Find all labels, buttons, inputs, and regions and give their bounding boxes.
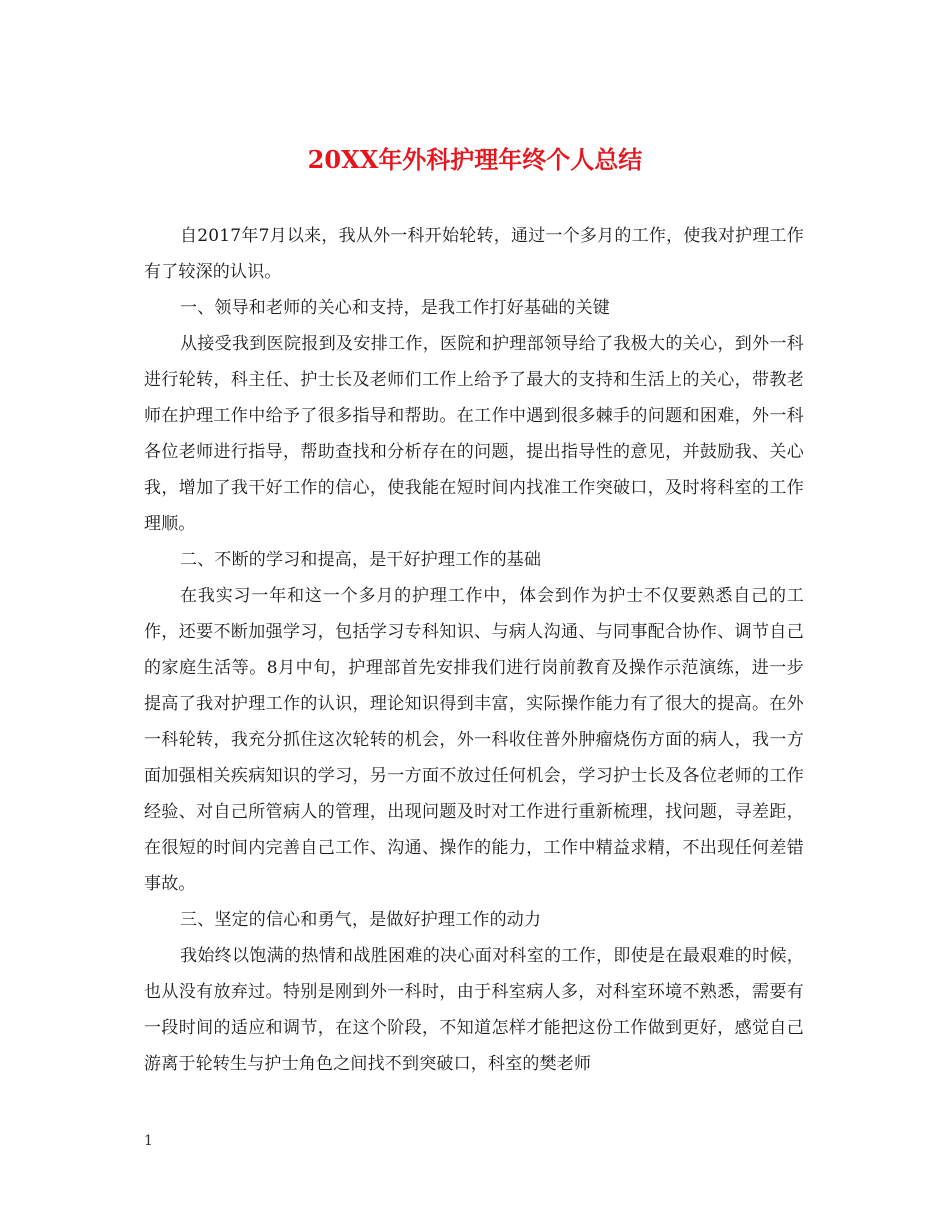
section-heading-1: 一、领导和老师的关心和支持，是我工作打好基础的关键 [180,298,610,318]
document-title: 20XX年外科护理年终个人总结 [307,145,643,174]
section-paragraph-2: 在我实习一年和这一个多月的护理工作中，体会到作为护士不仅要熟悉自己的工作，还要不断加强学习，包括学习专科知识、与病人沟通、与同事配合协作、调节自己的家庭生活等。8月中旬，护理部首先安排我们进行岗前教育及操作示范演练，进一步提高了我对护理工作的认识，理论知识得到丰富，实际操作能力有了很大的提高。在外一科轮转，我充分抓住这次轮转的机会，外一科收住普外肿瘤烧伤方面的病人，我一方面加强相关疾病知识的学习，另一方面不放过任何机会，学习护士长及各位老师的工作经验、对自己所管病人的管理，出现问题及时对工作进行重新梳理，找问题，寻差距，在很短的时间内完善自己工作、沟通、操作的能力，工作中精益求精，不出现任何差错事故。 [144,586,804,894]
section-paragraph-1: 从接受我到医院报到及安排工作，医院和护理部领导给了我极大的关心，到外一科进行轮转，科主任、护士长及老师们工作上给予了最大的支持和生活上的关心，带教老师在护理工作中给予了很多指导和帮助。在工作中遇到很多棘手的问题和困难，外一科各位老师进行指导，帮助查找和分析存在的问题，提出指导性的意见，并鼓励我、关心我，增加了我干好工作的信心，使我能在短时间内找准工作突破口，及时将科室的工作理顺。 [144,334,804,534]
section-paragraph-3: 我始终以饱满的热情和战胜困难的决心面对科室的工作，即使是在最艰难的时候，也从没有放弃过。特别是刚到外一科时，由于科室病人多，对科室环境不熟悉，需要有一段时间的适应和调节，在这个阶段，不知道怎样才能把这份工作做到更好，感觉自己游离于轮转生与护士角色之间找不到突破口，科室的樊老师 [144,946,804,1074]
document-body [144,218,804,1082]
intro-paragraph: 自2017年7月以来，我从外一科开始轮转，通过一个多月的工作，使我对护理工作有了较深的认识。 [144,226,804,282]
section-heading-3: 三、坚定的信心和勇气，是做好护理工作的动力 [180,910,542,930]
section-heading-2: 二、不断的学习和提高，是干好护理工作的基础 [180,550,542,570]
page-number: 1 [144,1133,153,1149]
